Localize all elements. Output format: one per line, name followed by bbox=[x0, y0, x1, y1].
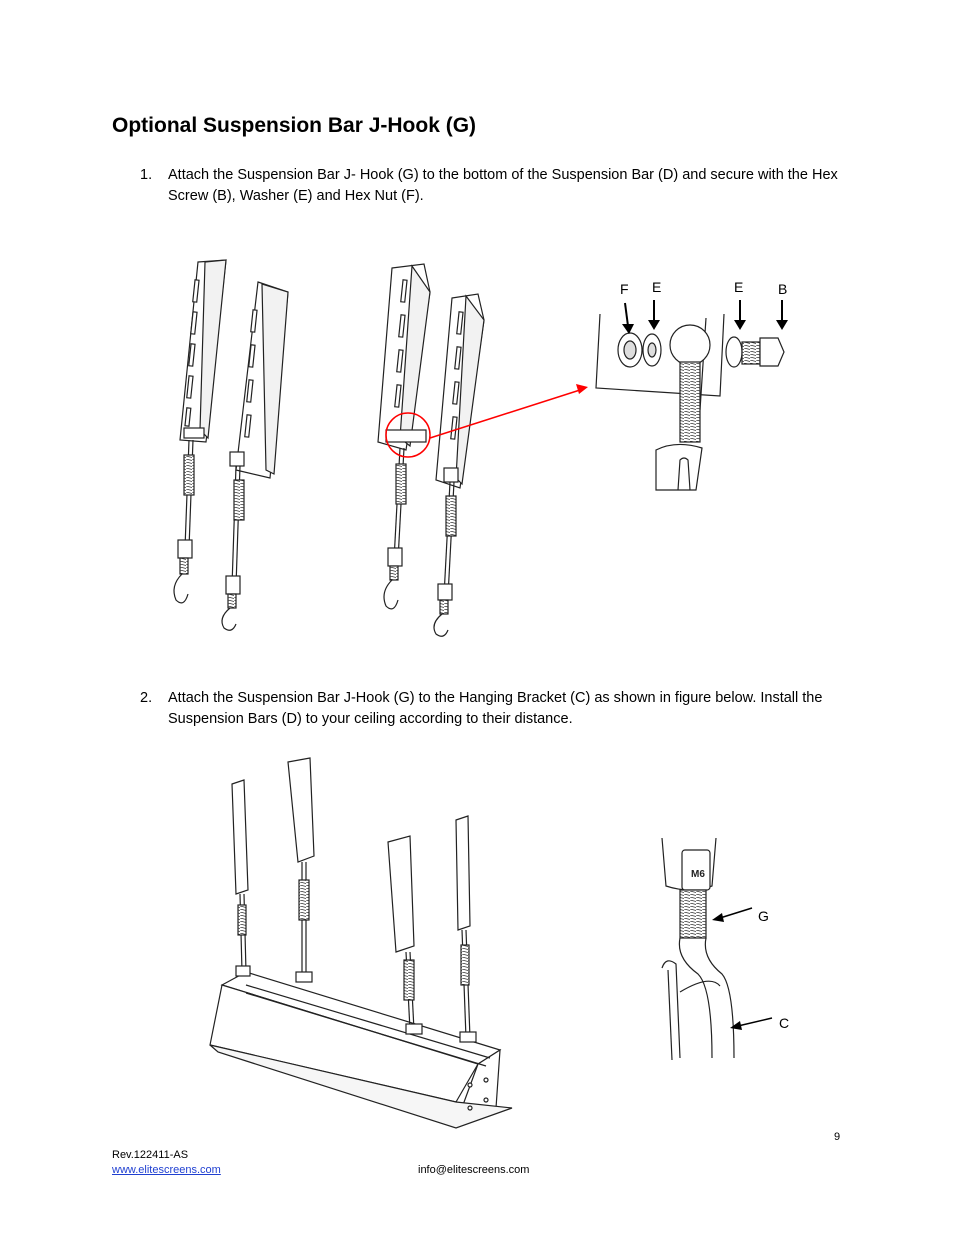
step-1 bbox=[112, 165, 852, 207]
website-link-container bbox=[112, 1164, 221, 1176]
label-b: B bbox=[778, 281, 788, 297]
j-hook-detail bbox=[662, 838, 734, 1060]
detail-hardware-view bbox=[596, 314, 784, 490]
step-number: 1. bbox=[140, 167, 153, 183]
page-title: Optional Suspension Bar J-Hook (G) bbox=[112, 114, 477, 137]
suspension-bar-4 bbox=[456, 816, 476, 1042]
step-number: 2. bbox=[140, 690, 153, 706]
label-f: F bbox=[620, 281, 629, 297]
suspension-bar-2 bbox=[288, 758, 314, 982]
suspension-bar-rear-a bbox=[222, 282, 288, 630]
figure-ceiling-installation bbox=[0, 750, 954, 1130]
website-link[interactable]: www.elitescreens.com bbox=[112, 1164, 221, 1176]
step-text: Attach the Suspension Bar J-Hook (G) to the Hanging Bracket (C) as shown in figure below. Install the Suspension Bars (D) to your ceiling according to their distance. bbox=[168, 690, 823, 727]
suspension-bar-rear-b bbox=[434, 294, 484, 636]
label-e-washer-right: E bbox=[734, 279, 744, 295]
suspension-bar-3 bbox=[388, 836, 422, 1034]
suspension-bar-front-a bbox=[174, 260, 226, 603]
label-c: C bbox=[779, 1015, 790, 1031]
detail-callout-arrowhead bbox=[576, 384, 588, 394]
figure-suspension-bar-assembly bbox=[0, 240, 954, 680]
revision-code: Rev.122411-AS bbox=[112, 1149, 189, 1161]
hook-marking: M6 bbox=[691, 869, 705, 880]
step-text: Attach the Suspension Bar J- Hook (G) to the bottom of the Suspension Bar (D) and secure with the Hex Screw (B), Washer (E) and Hex Nut (F). bbox=[168, 167, 838, 204]
label-g: G bbox=[758, 908, 769, 924]
hook-label-arrows bbox=[712, 908, 772, 1030]
suspension-bar-1 bbox=[232, 780, 250, 976]
contact-email: info@elitescreens.com bbox=[418, 1164, 530, 1176]
screen-case bbox=[210, 972, 512, 1128]
label-e-washer-left: E bbox=[652, 279, 662, 295]
step-2 bbox=[112, 688, 852, 730]
page-number: 9 bbox=[834, 1131, 841, 1143]
